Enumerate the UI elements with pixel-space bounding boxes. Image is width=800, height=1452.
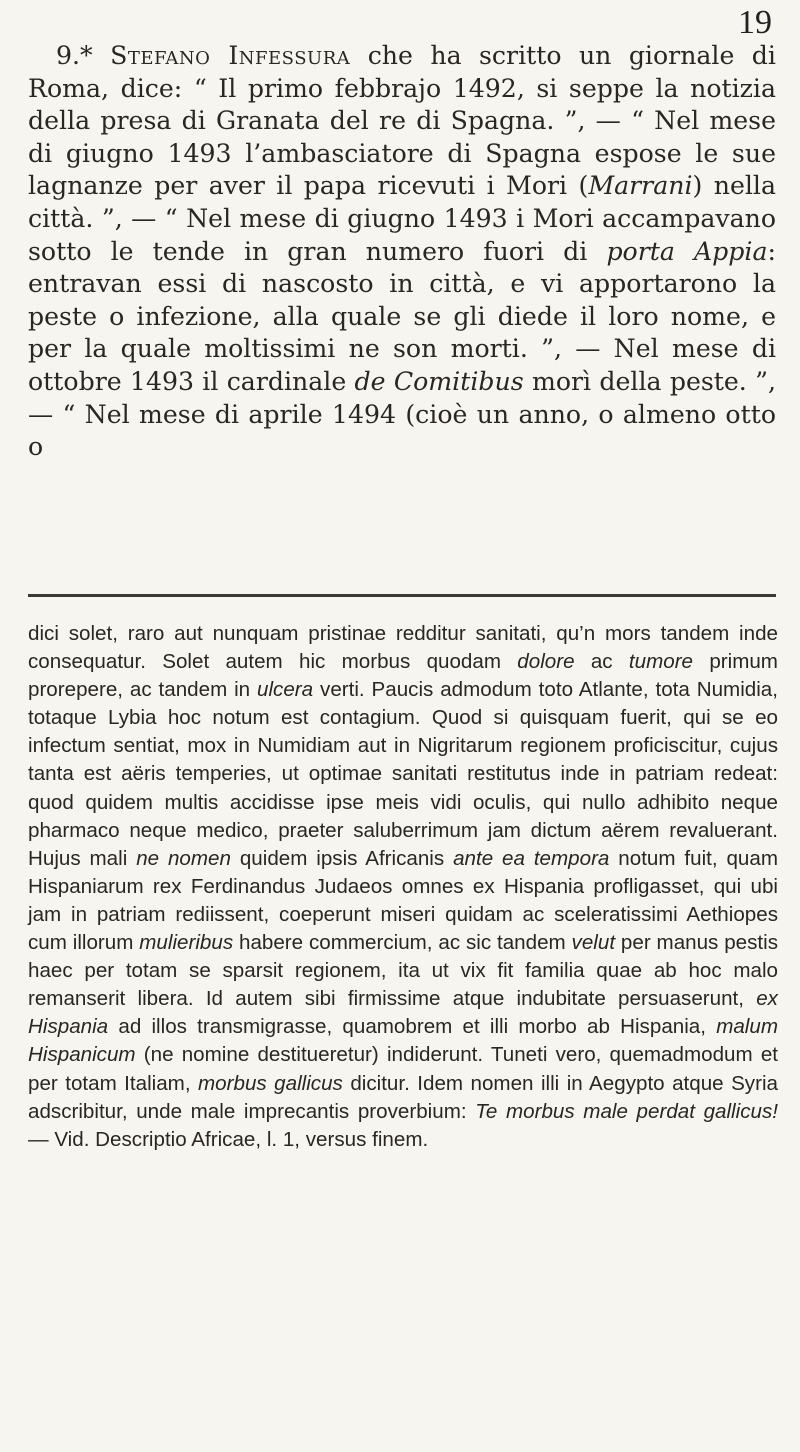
italic-tumore: tumore	[628, 650, 694, 674]
italic-morbus-gallicus: morbus gallicus	[198, 1071, 343, 1095]
footnote-text-5: quidem ipsis Africanis	[239, 846, 445, 870]
main-text-part-1: che ha scritto un giornale di Roma, dice: “ Il primo febbrajo 1492, si seppe la notizia della presa di Granata del re di Spagna. ”, — “ Nel mese di giugno 1493 l’ambasciatore di Spagna espose le sue lagnanze per aver il papa ricevuti i Mori (	[28, 41, 776, 201]
footnote	[28, 620, 778, 1154]
italic-proverb: Te morbus male perdat gallicus!	[475, 1099, 778, 1123]
main-text-part-2: ) nella città. ”, — “ Nel mese di giugno 1493 i Mori accampavano sotto le tende in gran numero fuori di	[28, 171, 776, 266]
italic-porta-appia: porta Appia	[606, 236, 768, 266]
footnote-text-11: dicitur. Idem nomen illi in Aegypto atque Syria adscribitur, unde male imprecantis proverbium:	[28, 1071, 778, 1123]
italic-mulieribus: mulieribus	[139, 931, 234, 955]
footnote-text-6: notum fuit, quam Hispaniarum rex Ferdinandus Judaeos omnes ex Hispania profligasset, qui ubi jam in patriam rediissent, coeperunt miseri quidam ac sceleratissimi Aethiopes cum illorum	[28, 846, 778, 955]
italic-malum-hispanicum: malum Hispanicum	[28, 1015, 778, 1067]
main-paragraph	[28, 40, 776, 464]
footnote-text-12: — Vid. Descriptio Africae, l. 1, versus finem.	[28, 1127, 429, 1151]
note-marker: 9.*	[56, 41, 93, 70]
main-text	[28, 40, 776, 464]
main-text-part-3: : entravan essi di nascosto in città, e vi apportarono la peste o infezione, alla quale se gli diede il loro nome, e per la quale moltissimi ne son morti. ”, — Nel mese di ottobre 1493 il cardinale	[28, 236, 776, 396]
footnote-text-8: per manus pestis haec per totam se sparsit regionem, ita ut vix fit familia quae ab hoc malo remanserit libera. Id autem sibi firmissime atque indubitate persuaserunt,	[28, 931, 778, 1011]
italic-de-comitibus: de Comitibus	[354, 366, 524, 396]
italic-velut: velut	[571, 931, 616, 955]
footnote-paragraph	[28, 620, 778, 1154]
italic-ulcera: ulcera	[257, 678, 314, 702]
italic-marrani: Marrani	[588, 171, 693, 201]
italic-ante-ea-tempora: ante ea tempora	[453, 846, 610, 870]
italic-dolore: dolore	[517, 650, 575, 674]
italic-ne-nomen: ne nomen	[136, 846, 231, 870]
footnote-text-2: ac	[590, 650, 613, 674]
footnote-text-4: verti. Paucis admodum toto Atlante, tota Numidia, totaque Lybia hoc notum est contagium. Quod si quisquam fuerit, qui se eo infectum sentiat, mox in Numidiam aut in Nigritarum regionem proficiscitur, cujus tanta est aëris temperies, ut optimae sanitati restitutus inde in patriam redeat: quod quidem multis accidisse ipse meis vidi oculis, qui nullo adhibito neque pharmaco neque medico, praeter saluberrimum jam dictum aërem revaluerant. Hujus mali	[28, 678, 778, 870]
footnote-text-3: primum prorepere, ac tandem in	[28, 650, 778, 702]
footnote-text-10: (ne nomine destitueretur) indiderunt. Tuneti vero, quemadmodum et per totam Italiam,	[28, 1043, 778, 1095]
footnote-text-7: habere commercium, ac sic tandem	[238, 931, 566, 955]
footnote-text-9: ad illos transmigrasse, quamobrem et illi morbo ab Hispania,	[118, 1015, 706, 1039]
main-text-part-4: morì della peste. ”, — “ Nel mese di aprile 1494 (cioè un anno, o almeno otto o	[28, 366, 776, 462]
page-number: 19	[738, 4, 772, 41]
footnote-text-1: dici solet, raro aut nunquam pristinae redditur sanitati, qu’n mors tandem inde consequatur. Solet autem hic morbus quodam	[28, 622, 778, 674]
footnote-separator	[28, 594, 776, 597]
italic-ex-hispania: ex Hispania	[28, 987, 778, 1039]
author-name: Stefano Infessura	[110, 41, 351, 70]
